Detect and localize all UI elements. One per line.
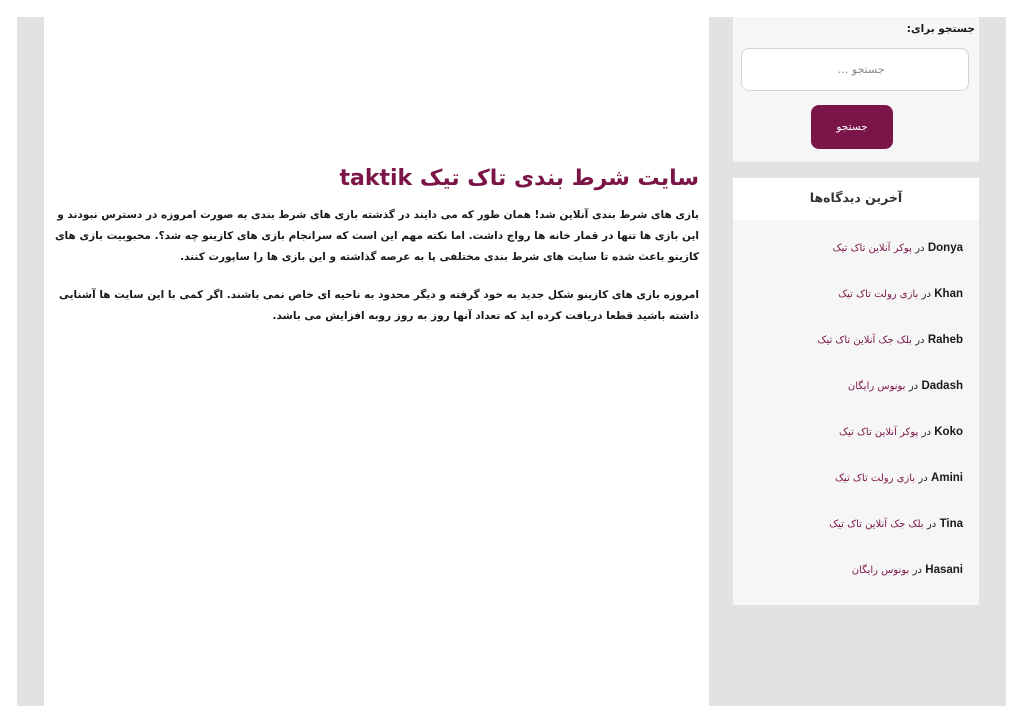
comment-separator: در (915, 243, 925, 254)
recent-comments-list (733, 220, 979, 602)
comment-separator: در (912, 565, 922, 576)
comment-item (741, 234, 963, 280)
search-button[interactable]: جستجو (811, 105, 893, 149)
comment-post-link[interactable]: بازی رولت تاک تیک (838, 289, 919, 300)
comment-post-link[interactable]: بلک جک آنلاین تاک تیک (829, 519, 924, 530)
search-input[interactable] (741, 48, 969, 91)
article-title: سایت شرط بندی تاک تیک taktik (339, 166, 699, 191)
comment-post-link[interactable]: پوکر آنلاین تاک تیک (832, 243, 912, 254)
comment-author: Raheb (927, 334, 963, 346)
comment-author: Khan (934, 288, 963, 300)
comment-separator: در (908, 381, 919, 392)
recent-comments-widget (733, 178, 979, 605)
comment-post-link[interactable]: بلک جک آنلاین تاک تیک (817, 335, 912, 346)
article (54, 165, 699, 344)
comment-separator: در (921, 289, 931, 300)
comment-separator: در (918, 473, 928, 484)
comment-author: Tina (939, 518, 963, 530)
search-widget (733, 17, 979, 162)
comment-author: Koko (934, 426, 963, 438)
comment-author: Dadash (921, 380, 963, 392)
comment-item (741, 556, 963, 602)
main-content (44, 17, 709, 706)
article-paragraph: بازی های شرط بندی آنلاین شد! همان طور که می دایند در گذشته بازی های شرط بندی به صورت امروزه در دسترس نبودند و این بازی ها تنها در قمار خانه ها رواج داشت. اما نکته مهم این است که سرانجام بازی های کازینو چه شد؟. محبوبیت بازی های کازینو باعث شده تا سایت های شرط بندی مختلفی پا به عرصه گذاشته و این بازی ها را ساپورت کنند. (54, 209, 699, 263)
comment-author: Donya (927, 242, 963, 254)
search-label: جستجو برای: (906, 23, 975, 35)
recent-comments-heading: آخرین دیدگاه‌ها (733, 178, 979, 220)
comment-item (741, 372, 963, 418)
comment-post-link[interactable]: بونوس رایگان (847, 381, 906, 392)
comment-post-link[interactable]: پوکر آنلاین تاک تیک (839, 427, 919, 438)
article-paragraph: امروزه بازی های کازینو شکل جدید به خود گرفته و دیگر محدود به ناحیه ای خاص نمی باشند. اگر کمی با این سایت ها آشنایی داشته باشید قطعا دریافت کرده اید که تعداد آنها روز به روز روبه افزایش می باشد. (58, 289, 699, 322)
comment-item (741, 326, 963, 372)
comment-post-link[interactable]: بونوس رایگان (851, 565, 910, 576)
comment-separator: در (921, 427, 931, 438)
comment-item (741, 280, 963, 326)
comment-item (741, 418, 963, 464)
comment-post-link[interactable]: بازی رولت تاک تیک (834, 473, 916, 484)
comment-author: Amini (931, 472, 963, 484)
comment-separator: در (915, 335, 925, 346)
comment-author: Hasani (925, 564, 963, 576)
comment-item (741, 464, 963, 510)
comment-separator: در (926, 519, 937, 530)
comment-item (741, 510, 963, 556)
